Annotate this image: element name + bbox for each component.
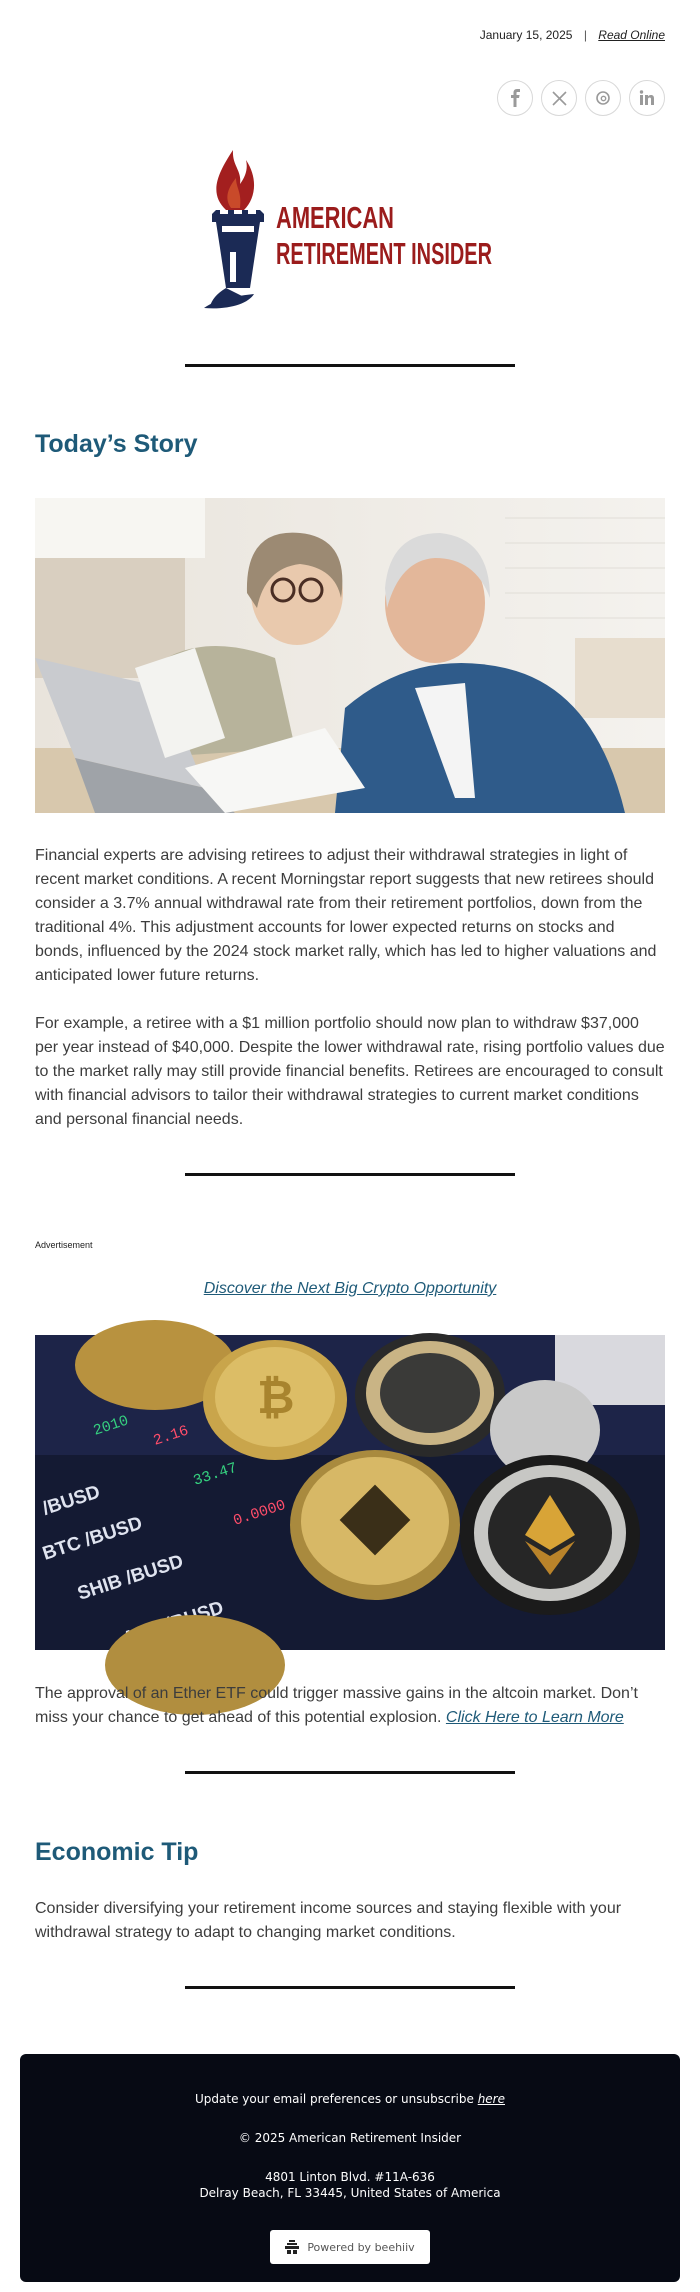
- story-photo-retirees: [35, 498, 665, 813]
- logo-line-1: AMERICAN: [276, 200, 394, 235]
- section-divider: [185, 1771, 515, 1774]
- powered-by-badge[interactable]: [270, 2230, 430, 2264]
- ticker-shib: SHIB /BUSD: [75, 1550, 186, 1605]
- x-icon[interactable]: [541, 80, 577, 116]
- ad-headline-link[interactable]: Discover the Next Big Crypto Opportunity: [203, 1280, 497, 1297]
- footer-preferences: [20, 2092, 680, 2106]
- section-divider: [185, 1173, 515, 1176]
- unsubscribe-link[interactable]: here: [477, 2092, 505, 2106]
- section-divider: [185, 364, 515, 367]
- ad-body: [35, 1682, 665, 1730]
- footer-address-line-2: Delray Beach, FL 33445, United States of America: [199, 2186, 501, 2200]
- tip-body: Consider diversifying your retirement income sources and staying flexible with your withdrawal strategy to adapt to changing market conditions.: [35, 1900, 622, 1941]
- logo-line-2: RETIREMENT INSIDER: [276, 236, 492, 271]
- story-paragraph-2: For example, a retiree with a $1 million portfolio should now plan to withdraw $37,000 per year instead of $40,000. Despite the lower withdrawal rate, rising portfolio values due to the market rally may still provide financial benefits. Retirees are encouraged to consult with financial advisors to tailor their withdrawal strategies to current market conditions and personal financial needs.: [35, 1015, 665, 1128]
- story-paragraph-1: Financial experts are advising retirees to adjust their withdrawal strategies in light of recent market conditions. A recent Morningstar report suggests that new retirees should consider a 3.7% annual withdrawal rate from their retirement portfolios, down from the traditional 4%. This adjustment accounts for lower expected returns on stocks and bonds, influenced by the 2024 stock market rally, which has led to higher valuations and anticipated lower future returns.: [35, 847, 657, 984]
- footer-preferences-text: Update your email preferences or unsubscribe: [195, 2092, 474, 2106]
- header-bar: [480, 28, 665, 42]
- social-links: [497, 80, 665, 116]
- header-separator: |: [583, 28, 587, 42]
- brand-logo: [198, 148, 498, 318]
- ad-cta-link[interactable]: Click Here to Learn More: [445, 1709, 624, 1726]
- facebook-icon[interactable]: [497, 80, 533, 116]
- linkedin-icon[interactable]: [629, 80, 665, 116]
- footer-address-line-1: 4801 Linton Blvd. #11A-636: [265, 2170, 435, 2184]
- ticker-busd: /BUSD: [40, 1481, 103, 1520]
- story-title: Today’s Story: [35, 430, 198, 458]
- read-online-link[interactable]: Read Online: [598, 28, 665, 42]
- section-divider: [185, 1986, 515, 1989]
- ad-label: Advertisement: [35, 1240, 93, 1250]
- powered-by-label: Powered by beehiiv: [307, 2240, 415, 2254]
- svg-text:33.47: 33.47: [191, 1459, 240, 1490]
- tip-title: Economic Tip: [35, 1838, 199, 1866]
- ad-body-text: The approval of an Ether ETF could trigger massive gains in the altcoin market. Don’t miss your chance to get ahead of this potential explosion.: [35, 1685, 638, 1726]
- footer: [20, 2054, 680, 2282]
- ad-photo-crypto-coins[interactable]: [35, 1335, 665, 1650]
- svg-text:0.0000: 0.0000: [231, 1496, 288, 1530]
- issue-date: January 15, 2025: [479, 28, 573, 42]
- footer-copyright: © 2025 American Retirement Insider: [238, 2131, 462, 2145]
- ticker-btc: BTC /BUSD: [40, 1512, 145, 1565]
- threads-icon[interactable]: [585, 80, 621, 116]
- svg-text:2010: 2010: [91, 1412, 131, 1440]
- svg-text:2.16: 2.16: [151, 1422, 191, 1450]
- svg-text:₿: ₿: [257, 1370, 295, 1424]
- beehiiv-icon: [285, 2240, 299, 2254]
